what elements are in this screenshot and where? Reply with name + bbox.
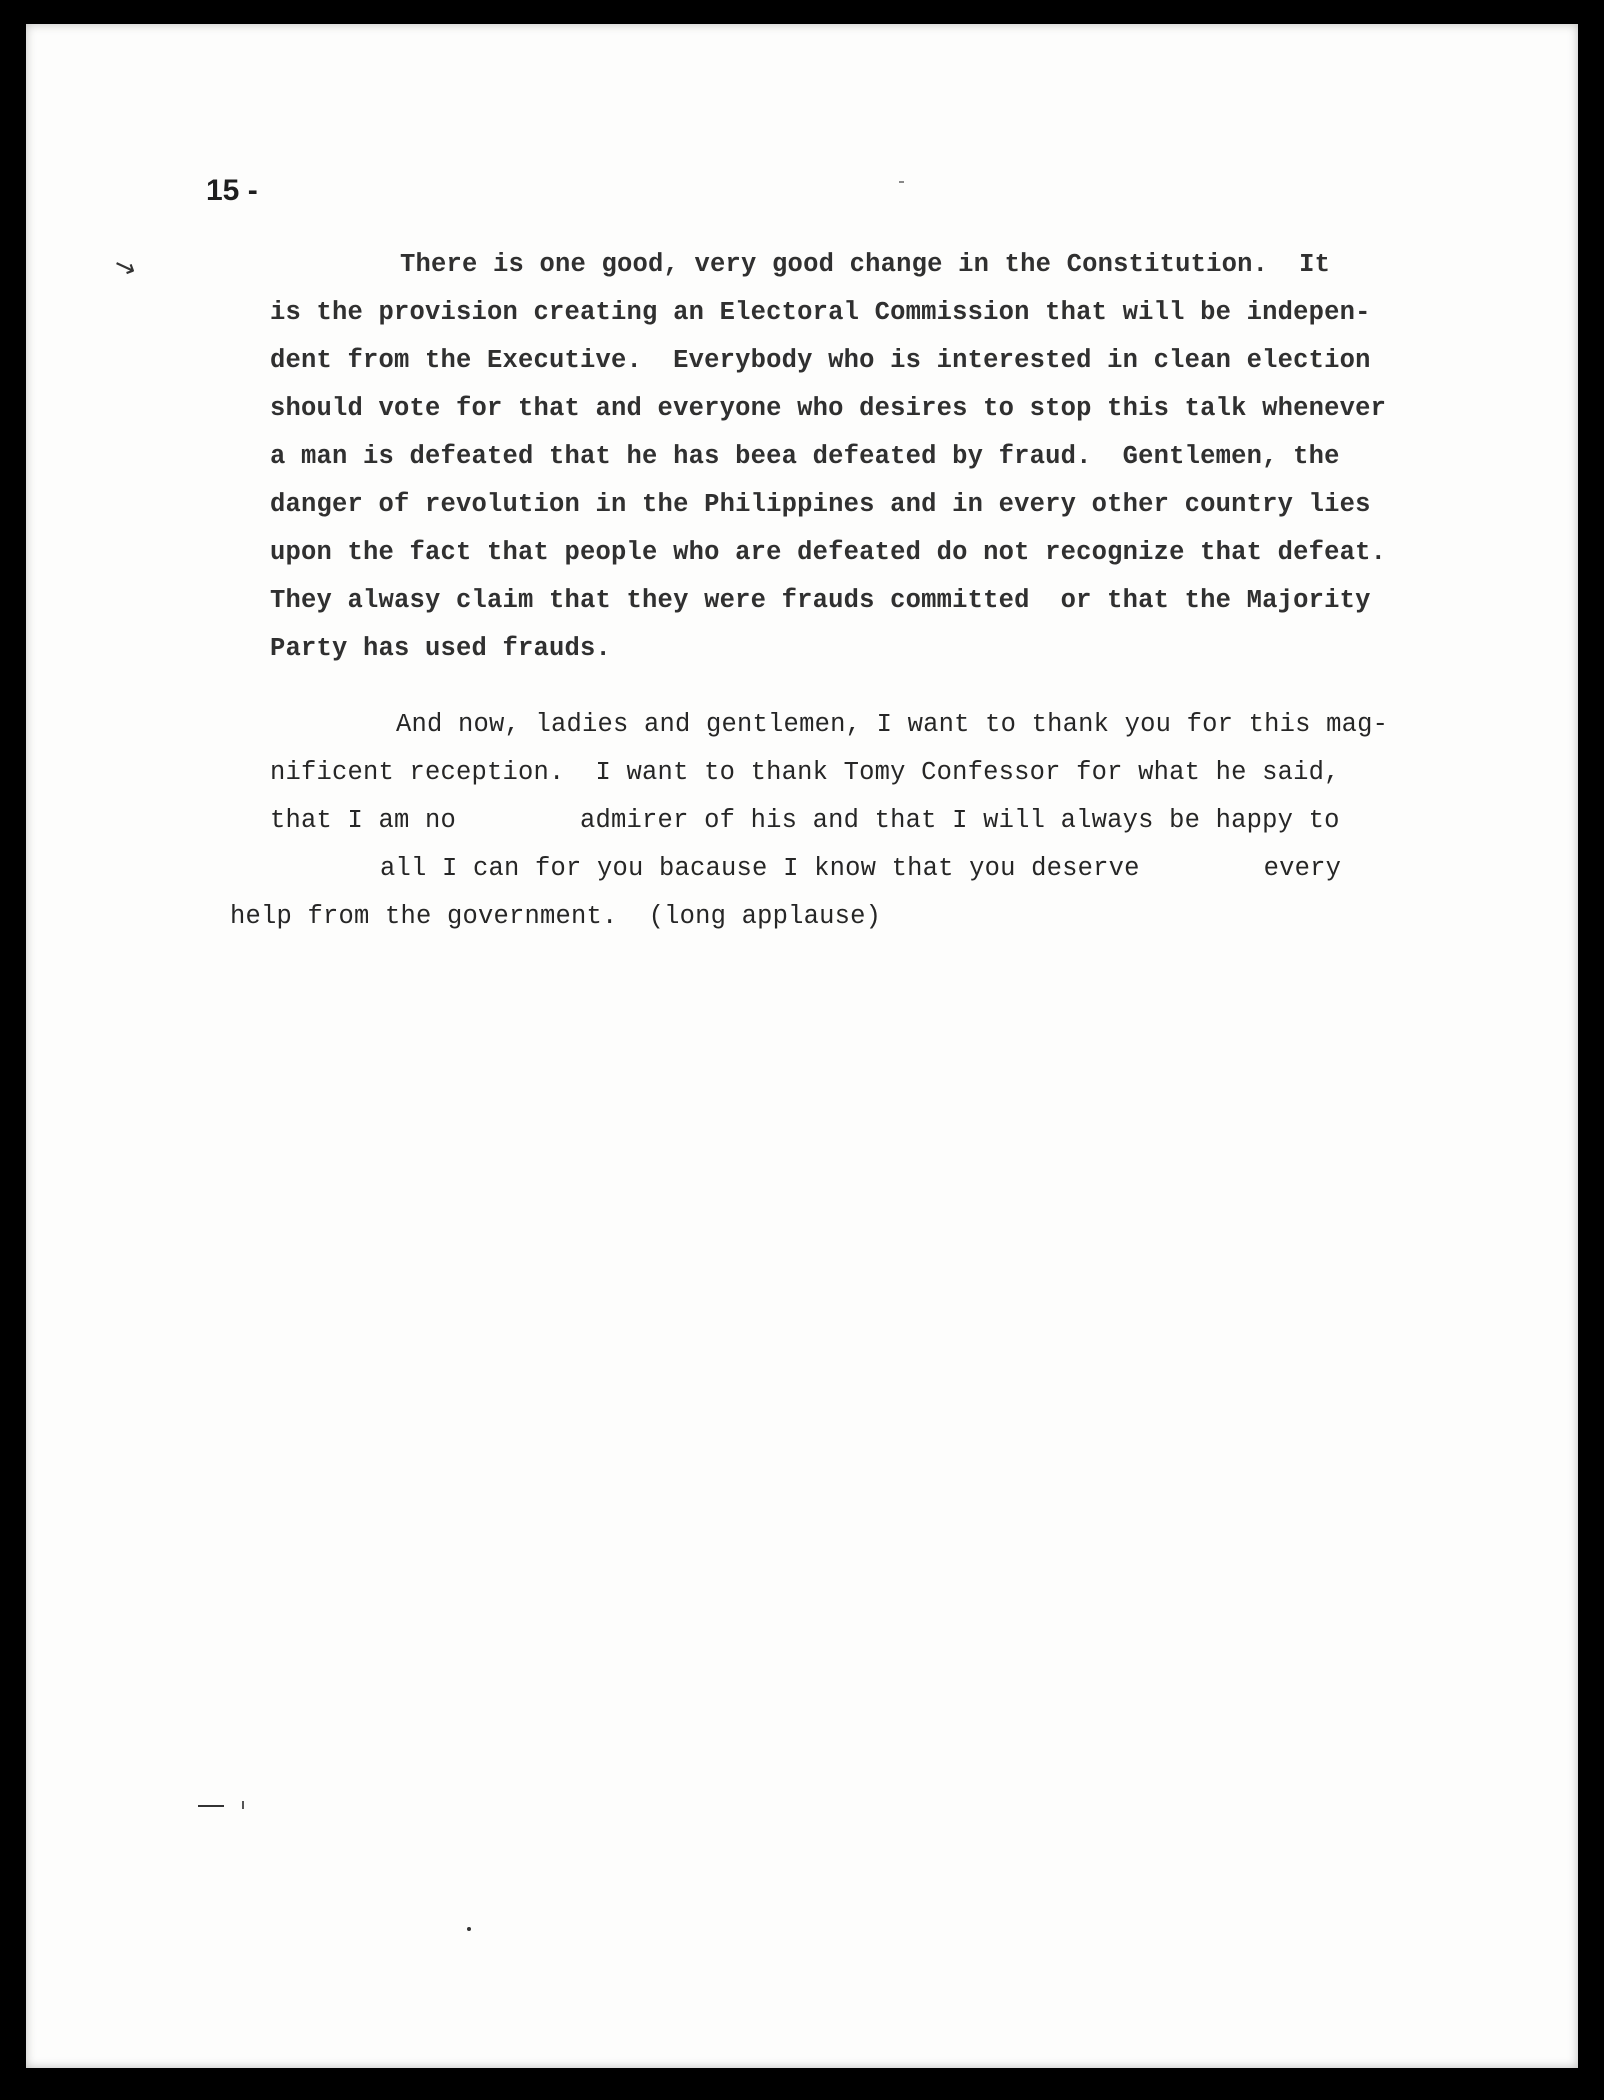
text-line: They alwasy claim that they were frauds committed or that the Majority: [270, 586, 1371, 615]
text-line: a man is defeated that he has beea defeated by fraud. Gentlemen, the: [270, 442, 1340, 471]
ink-speck: [899, 181, 904, 183]
text-line: danger of revolution in the Philippines and in every other country lies: [270, 490, 1371, 519]
document-page: [26, 24, 1578, 2068]
text-line: nificent reception. I want to thank Tomy Confessor for what he said,: [270, 758, 1340, 787]
text-line: dent from the Executive. Everybody who is interested in clean election: [270, 346, 1371, 375]
text-line: help from the government. (long applause): [230, 902, 882, 931]
text-line: Party has used frauds.: [270, 634, 612, 663]
stray-tick-mark: [242, 1801, 244, 1809]
text-line: upon the fact that people who are defeated do not recognize that defeat.: [270, 538, 1387, 567]
page-number: 15 -: [206, 174, 258, 207]
text-line: is the provision creating an Electoral Commission that will be indepen-: [270, 298, 1371, 327]
stray-dash-mark: [198, 1805, 224, 1807]
text-line: There is one good, very good change in the Constitution. It: [400, 250, 1331, 279]
text-line: that I am no admirer of his and that I will always be happy to: [270, 806, 1340, 835]
margin-check-mark: ↘: [109, 249, 141, 285]
text-line: And now, ladies and gentlemen, I want to thank you for this mag-: [396, 710, 1389, 739]
text-line: should vote for that and everyone who desires to stop this talk whenever: [270, 394, 1387, 423]
stray-dot-mark: [467, 1927, 471, 1931]
text-line: all I can for you bacause I know that you deserve every: [380, 854, 1342, 883]
